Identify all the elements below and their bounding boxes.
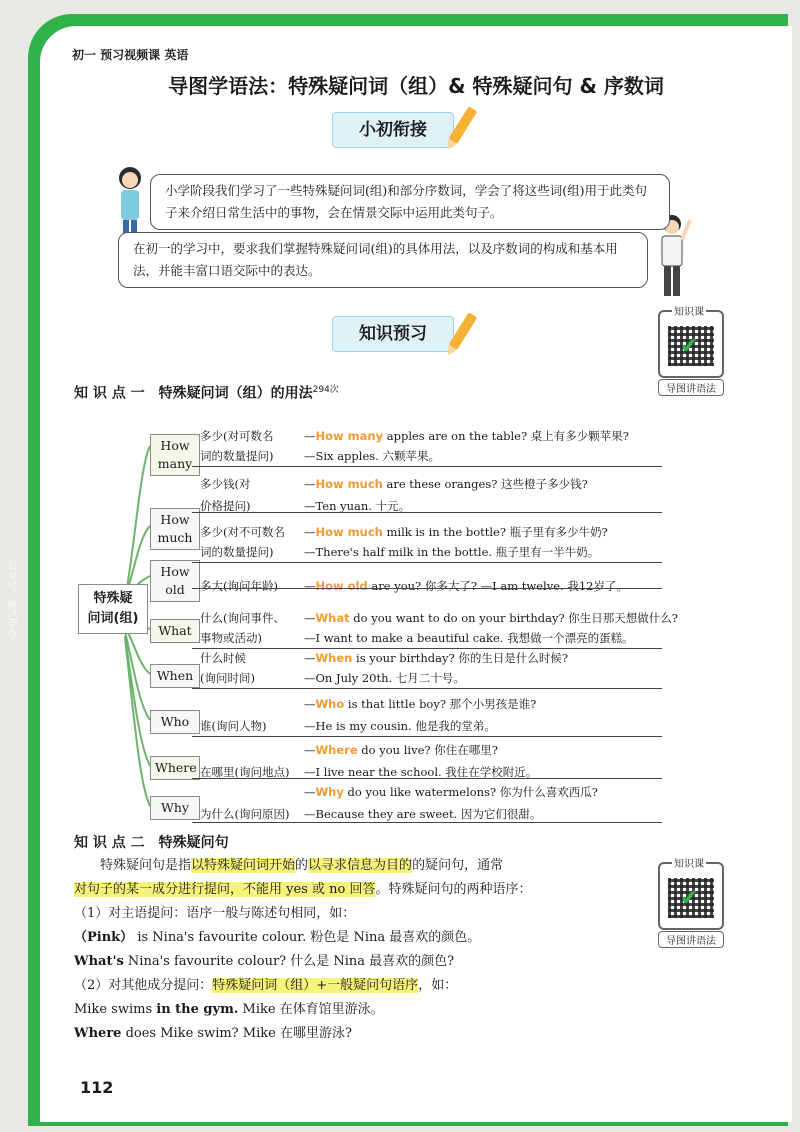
mindmap-underline [192, 822, 662, 823]
text: 的 [295, 858, 309, 873]
row-desc: 什么(询问事件、 [200, 611, 285, 625]
row-dash: — [304, 785, 316, 799]
row-dash: — [304, 449, 316, 463]
mindmap-row [200, 446, 440, 466]
kp2-line-1 [74, 854, 654, 878]
row-text: I live near the school. 我住在学校附近。 [315, 765, 538, 779]
root-line-2: 问词(组) [87, 611, 139, 626]
row-text: On July 20th. 七月二十号。 [315, 671, 465, 685]
kp2-line-6 [74, 974, 654, 998]
row-kw: How many [315, 429, 384, 443]
mindmap-row [200, 496, 410, 516]
node-where: Where [150, 756, 200, 780]
node-label: How [160, 438, 190, 453]
node-what: What [150, 619, 200, 643]
node-how-much [150, 508, 200, 550]
row-dash: — [304, 579, 316, 593]
section-banner-bridge: 小初衔接 [332, 112, 454, 148]
mindmap-row [200, 648, 568, 668]
row-desc: 事物或活动) [200, 631, 262, 645]
row-kw: How much [315, 525, 383, 539]
mindmap-underline [192, 588, 662, 589]
row-text: I want to make a beautiful cake. 我想做一个漂亮的蛋糕。 [315, 631, 634, 645]
mindmap-row [200, 804, 541, 824]
row-text: milk is in the bottle? 瓶子里有多少牛奶? [382, 525, 608, 539]
row-text: is that little boy? 那个小男孩是谁? [344, 697, 537, 711]
qr-top-label: 知识课 [672, 855, 706, 870]
row-desc: 词的数量提问) [200, 545, 274, 559]
highlight: 以寻求信息为目的 [308, 858, 413, 873]
mindmap-row [200, 782, 598, 802]
mindmap-underline [192, 736, 662, 737]
node-label: How [160, 564, 190, 579]
page-number: 112 [80, 1078, 114, 1097]
row-desc: 多大(询问年龄) [200, 579, 278, 593]
mindmap-row [200, 668, 465, 688]
row-dash: — [304, 743, 316, 757]
row-dash: — [304, 545, 316, 559]
text: ，如： [418, 978, 458, 993]
mindmap-row [200, 542, 599, 562]
highlight: 对句子的某一成分进行提问，不能用 yes 或 no 回答 [74, 882, 376, 897]
node-who: Who [150, 710, 200, 734]
kp2-body [74, 854, 654, 1046]
section-banner-preview: 知识预习 [332, 316, 454, 352]
qr-code-2[interactable] [658, 859, 724, 947]
header-tag: 初一 预习视频课 英语 [72, 48, 189, 62]
row-desc: 多少(对不可数名 [200, 525, 285, 539]
row-dash: — [304, 765, 316, 779]
text: Nina's favourite colour? 什么是 Nina 最喜欢的颜色? [123, 954, 455, 969]
row-desc: 多少(对可数名 [200, 429, 274, 443]
mindmap-underline [192, 512, 662, 513]
row-dash: — [304, 611, 316, 625]
knowledge-point-2-title: 知 识 点 二 特殊疑问句 [74, 835, 229, 851]
qr-bottom-label: 导图讲语法 [658, 931, 724, 948]
kp2-line-2 [74, 878, 654, 902]
kp2-line-3: （1）对主语提问：语序一般与陈述句相同，如： [74, 906, 356, 921]
row-desc: 词的数量提问) [200, 449, 274, 463]
qr-bottom-label: 导图讲语法 [658, 379, 724, 396]
text: is Nina's favourite colour. 粉色是 Nina 最喜欢的颜色。 [133, 930, 481, 945]
row-text: Ten yuan. 十元。 [315, 499, 411, 513]
row-desc: 什么时候 [200, 651, 246, 665]
mindmap-underline [192, 562, 662, 563]
text: Mike 在体育馆里游泳。 [238, 1002, 384, 1017]
row-text: are these oranges? 这些橙子多少钱? [382, 477, 588, 491]
intro-bubble-1: 小学阶段我们学习了一些特殊疑问词(组)和部分序数词，学会了将这些词(组)用于此类句子来介绍日常生活中的事物，会在情景交际中运用此类句子。 [150, 174, 670, 230]
row-dash: — [304, 697, 316, 711]
kp1-title-text: 知 识 点 一 特殊疑问词（组）的用法 [74, 385, 313, 402]
row-desc: (询问时间) [200, 671, 255, 685]
node-label: old [165, 582, 185, 597]
kp2-line-7 [74, 998, 654, 1022]
highlight: 以特殊疑问词开始 [191, 858, 296, 873]
row-kw: How old [315, 579, 368, 593]
row-dash: — [304, 477, 316, 491]
node-label: much [157, 530, 193, 545]
mindmap-row [200, 474, 588, 494]
row-dash: — [304, 525, 316, 539]
row-desc: 价格提问) [200, 499, 251, 513]
kp2-line-5 [74, 950, 654, 974]
row-text: Six apples. 六颗苹果。 [315, 449, 440, 463]
mindmap-underline [192, 466, 662, 467]
row-text: are you? 你多大了? —I am twelve. 我12岁了。 [367, 579, 628, 593]
bold-text: What's [74, 954, 124, 969]
qr-top-label: 知识课 [672, 303, 706, 318]
row-dash: — [304, 429, 316, 443]
row-text: do you live? 你住在哪里? [357, 743, 498, 757]
mindmap-underline [192, 778, 662, 779]
row-kw: Who [315, 697, 345, 711]
highlight: 特殊疑问词（组）+一般疑问句语序 [212, 978, 419, 993]
mindmap-row [200, 522, 608, 542]
row-text: Because they are sweet. 因为它们很甜。 [315, 807, 542, 821]
row-text: apples are on the table? 桌上有多少颗苹果? [383, 429, 629, 443]
row-dash: — [304, 631, 316, 645]
row-dash: — [304, 499, 316, 513]
text: Mike swims [74, 1002, 157, 1017]
node-label: many [157, 456, 193, 471]
row-desc: 在哪里(询问地点) [200, 765, 290, 779]
mindmap-row [200, 762, 537, 782]
row-text: do you like watermelons? 你为什么喜欢西瓜? [343, 785, 598, 799]
row-text: There's half milk in the bottle. 瓶子里有一半牛奶。 [315, 545, 600, 559]
node-why: Why [150, 796, 200, 820]
row-text: He is my cousin. 他是我的堂弟。 [315, 719, 496, 733]
node-when: When [150, 664, 200, 688]
row-text: do you want to do on your birthday? 你生日那天想做什么? [349, 611, 678, 625]
row-desc: 多少钱(对 [200, 477, 251, 491]
mindmap-row [200, 694, 536, 714]
text: （2）对其他成分提问： [74, 978, 213, 993]
row-desc: 为什么(询问原因) [200, 807, 290, 821]
text: 的疑问句，通常 [412, 858, 504, 873]
node-how-old [150, 560, 200, 602]
mindmap-underline [192, 688, 662, 689]
row-kw: When [315, 651, 353, 665]
row-dash: — [304, 719, 316, 733]
row-kw: How much [315, 477, 383, 491]
text: does Mike swim? Mike 在哪里游泳? [121, 1026, 352, 1041]
bold-text: （Pink） [74, 930, 134, 945]
side-watermark: 公众号：胜己学堂 [5, 560, 16, 640]
text: 特殊疑问句是指 [100, 858, 192, 873]
row-desc: 谁(询问人物) [200, 719, 267, 733]
check-icon: ✔ [680, 334, 699, 359]
text: 。特殊疑问句的两种语序： [375, 882, 532, 897]
mindmap-row [200, 426, 629, 446]
row-dash: — [304, 807, 316, 821]
mindmap-row [200, 608, 678, 628]
mindmap-row [200, 716, 496, 736]
bold-text: in the gym. [156, 1002, 239, 1017]
mindmap-row [200, 576, 628, 596]
mindmap-root [78, 584, 148, 634]
kp2-line-4 [74, 926, 654, 950]
page-title: 导图学语法：特殊疑问词（组）& 特殊疑问句 & 序数词 [168, 74, 664, 98]
row-kw: What [315, 611, 350, 625]
row-dash: — [304, 671, 316, 685]
row-text: is your birthday? 你的生日是什么时候? [352, 651, 568, 665]
row-kw: Where [315, 743, 358, 757]
check-icon: ✔ [680, 886, 699, 911]
row-kw: Why [315, 785, 344, 799]
root-line-1: 特殊疑 [93, 591, 133, 606]
intro-bubble-2: 在初一的学习中，要求我们掌握特殊疑问词(组)的具体用法，以及序数词的构成和基本用法，并能丰富口语交际中的表达。 [118, 232, 648, 288]
node-how-many [150, 434, 200, 476]
view-count: 294次 [312, 385, 339, 395]
mindmap-row [200, 628, 634, 648]
node-label: How [160, 512, 190, 527]
document-page [40, 26, 792, 1122]
kp2-line-8 [74, 1022, 654, 1046]
mindmap-row [200, 740, 498, 760]
row-dash: — [304, 651, 316, 665]
bold-text: Where [74, 1026, 122, 1041]
